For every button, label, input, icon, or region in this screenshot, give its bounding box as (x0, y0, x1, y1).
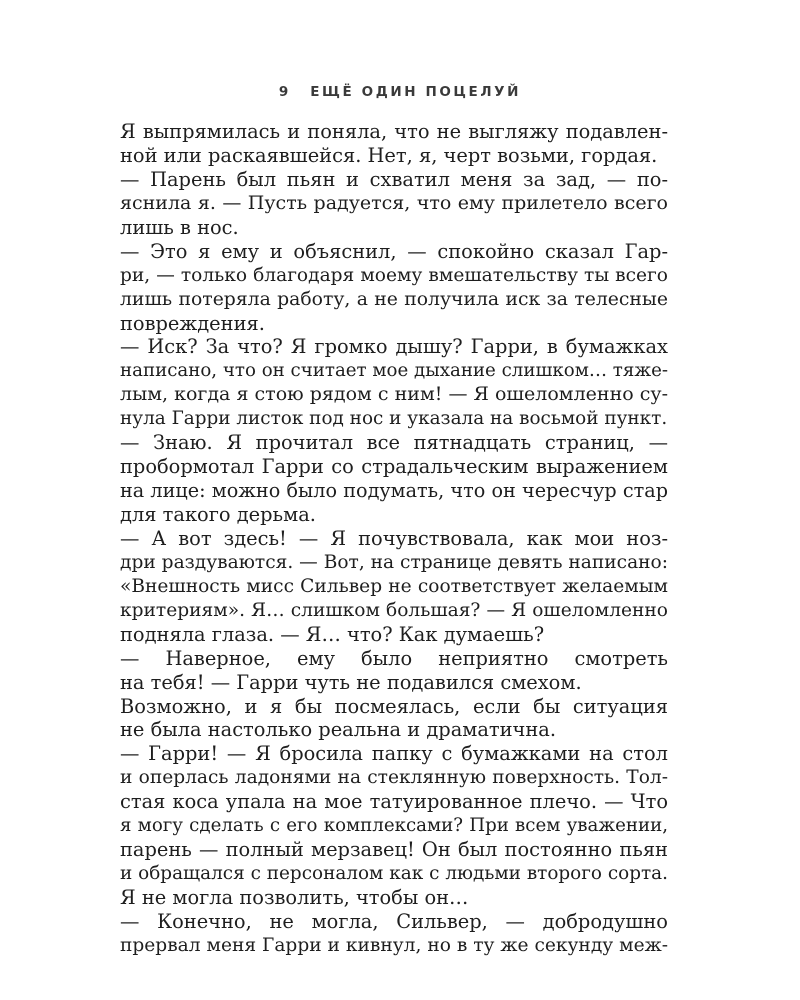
text-line: лишь потеряла работу, а не получила иск за телесные (120, 288, 668, 310)
text-line: лишь в нос. (120, 215, 239, 239)
text-line: яснила я. — Пусть радуется, что ему прилетело всего (120, 191, 668, 214)
text-line: — Наверное, ему было неприятно смотреть (120, 646, 668, 670)
text-line: лым, когда я стою рядом с ним! — Я ошеломленно су- (120, 383, 668, 406)
text-line: не была настолько реальна и драматична. (120, 718, 557, 742)
text-line: — Парень был пьян и схватил меня за зад, — по- (120, 167, 668, 191)
text-line: написано, что он считает мое дыхание слишком… тяже- (120, 360, 668, 382)
text-line: на лице: можно было подумать, что он чересчур стар (120, 479, 668, 503)
text-line: — А вот здесь! — Я почувствовала, как мои ноз- (120, 526, 668, 550)
text-line: прервал меня Гарри и кивнул, но в ту же секунду меж- (120, 934, 668, 956)
text-line: дри раздуваются. — Вот, на странице девять написано: (120, 551, 668, 573)
text-line: «Внешность мисс Сильвер не соответствует желаемым (120, 575, 668, 597)
text-line: подняла глаза. — Я… что? Как думаешь? (120, 622, 545, 646)
text-line: парень — полный мерзавец! Он был постоянно пьян (120, 838, 668, 862)
text-line: нула Гарри листок под нос и указала на восьмой пункт. (120, 408, 668, 430)
text-line: Я не могла позволить, чтобы он… (120, 886, 469, 909)
text-line: и обращался с персоналом как с людьми второго сорта. (120, 863, 668, 885)
text-line: ри, — только благодаря моему вмешательству ты всего (120, 264, 668, 286)
text-line: ной или раскаявшейся. Нет, я, черт возьми, гордая. (120, 143, 658, 167)
body-text (120, 120, 668, 958)
text-line: Я выпрямилась и поняла, что не выгляжу подавлен- (120, 120, 668, 143)
text-line: стая коса упала на мое татуированное плечо. — Что (120, 790, 668, 814)
chapter-title: ЕЩЁ ОДИН ПОЦЕЛУЙ (310, 84, 522, 100)
text-line: и оперлась ладонями на стеклянную поверхность. Тол- (120, 767, 668, 789)
text-line: для такого дерьма. (120, 503, 316, 526)
text-line: Возможно, и я бы посмеялась, если бы ситуация (120, 694, 668, 718)
chapter-number: 9 (278, 84, 291, 100)
text-line: — Знаю. Я прочитал все пятнадцать страниц, — (120, 431, 668, 455)
text-line: на тебя! — Гарри чуть не подавился смехом. (120, 670, 582, 694)
text-line: — Конечно, не могла, Сильвер, — добродушно (120, 909, 668, 933)
text-line: — Гарри! — Я бросила папку с бумажками на стол (120, 742, 668, 766)
text-line: пробормотал Гарри со страдальческим выражением (120, 455, 668, 479)
running-header (0, 84, 800, 100)
text-line: повреждения. (120, 311, 265, 335)
text-line: критериям». Я… слишком большая? — Я ошеломленно (120, 599, 668, 621)
text-line: — Это я ему и объяснил, — спокойно сказал Гар- (120, 239, 668, 263)
text-line: я могу сделать с его комплексами? При всем уважении, (120, 815, 668, 837)
text-line: — Иск? За что? Я громко дышу? Гарри, в бумажках (120, 335, 668, 359)
